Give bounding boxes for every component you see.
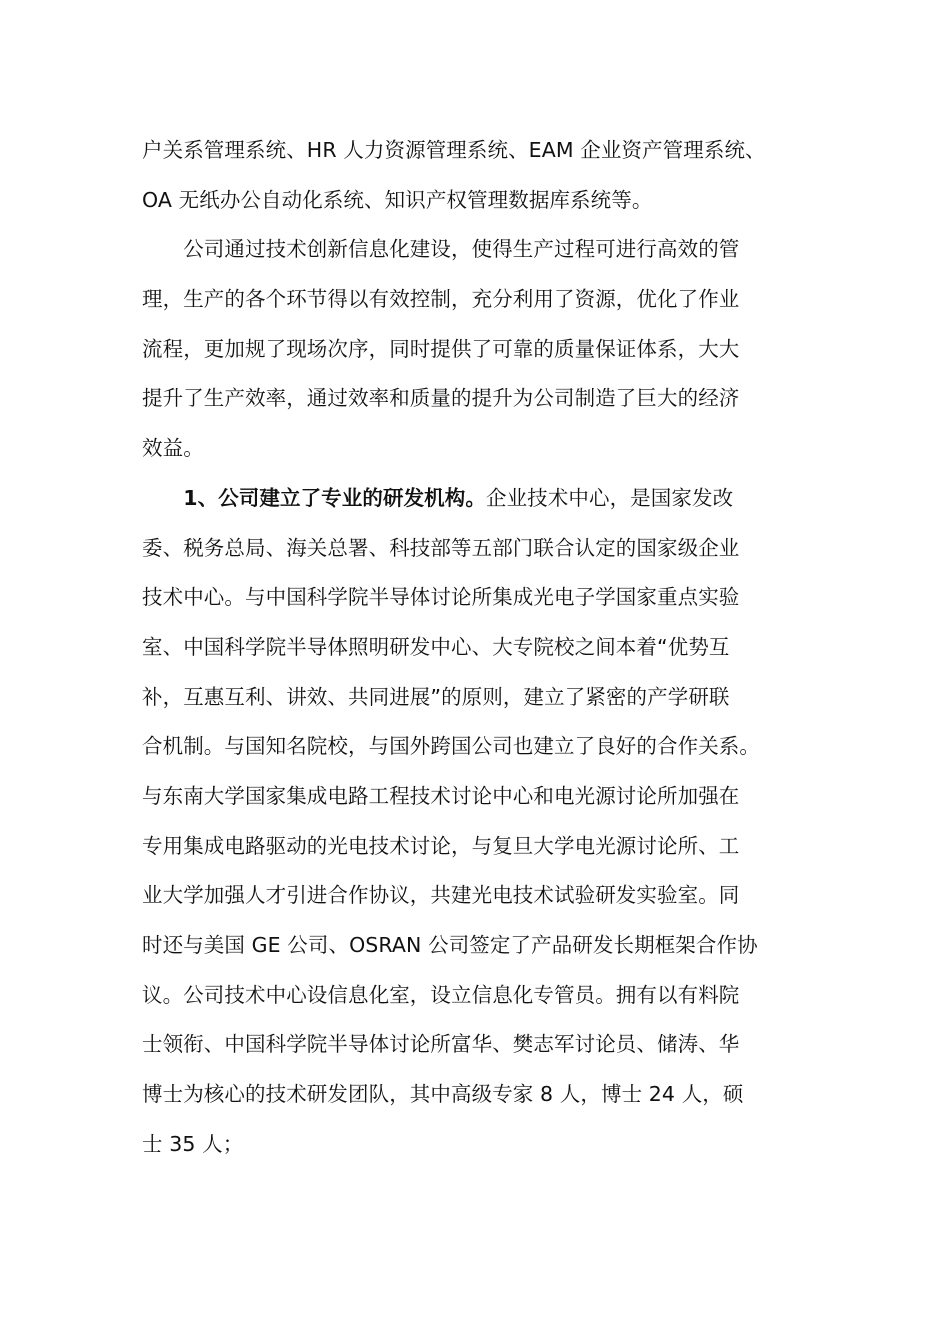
text-line: 专用集成电路驱动的光电技术讨论，与复旦大学电光源讨论所、工 [142,833,740,858]
text-line: 与东南大学国家集成电路工程技术讨论中心和电光源讨论所加强在 [142,783,740,808]
body-text [142,126,822,1169]
text-line: 户关系管理系统、HR 人力资源管理系统、EAM 企业资产管理系统、 [142,138,766,162]
text-line: 室、中国科学院半导体照明研发中心、大专院校之间本着“优势互 [142,634,730,659]
section-heading: 1、公司建立了专业的研发机构。 [183,485,486,510]
text-line: 补，互惠互利、讲效、共同进展”的原则，建立了紧密的产学研联 [142,684,730,709]
text-line: 时还与美国 GE 公司、OSRAN 公司签定了产品研发长期框架合作协 [142,933,758,957]
text-line: 议。公司技术中心设信息化室，设立信息化专管员。拥有以有料院 [142,982,740,1007]
text-line: 合机制。与国知名院校，与国外跨国公司也建立了良好的合作关系。 [142,734,760,759]
text-line: OA 无纸办公自动化系统、知识产权管理数据库系统等。 [142,187,653,212]
text-line: 提升了生产效率，通过效率和质量的提升为公司制造了巨大的经济 [142,386,740,411]
text-line: 效益。 [142,436,204,461]
text-line: 流程，更加规了现场次序，同时提供了可靠的质量保证体系，大大 [142,336,740,361]
text-line: 委、税务总局、海关总署、科技部等五部门联合认定的国家级企业 [142,535,740,560]
text-line: 技术中心。与中国科学院半导体讨论所集成光电子学国家重点实验 [142,585,740,610]
text-line: 公司通过技术创新信息化建设，使得生产过程可进行高效的管 [142,237,740,262]
text-line: 博士为核心的技术研发团队，其中高级专家 8 人，博士 24 人，硕 [142,1082,744,1107]
text-line: 士 35 人； [142,1131,244,1156]
section-heading-rest: 企业技术中心，是国家发改 [485,485,734,510]
section-heading-line [142,474,822,524]
text-line: 理，生产的各个环节得以有效控制，充分利用了资源，优化了作业 [142,287,740,312]
text-line: 业大学加强人才引进合作协议，共建光电技术试验研发实验室。同 [142,883,740,908]
text-line: 士领衔、中国科学院半导体讨论所富华、樊志军讨论员、储涛、华 [142,1032,740,1057]
heading-indent [142,486,183,510]
